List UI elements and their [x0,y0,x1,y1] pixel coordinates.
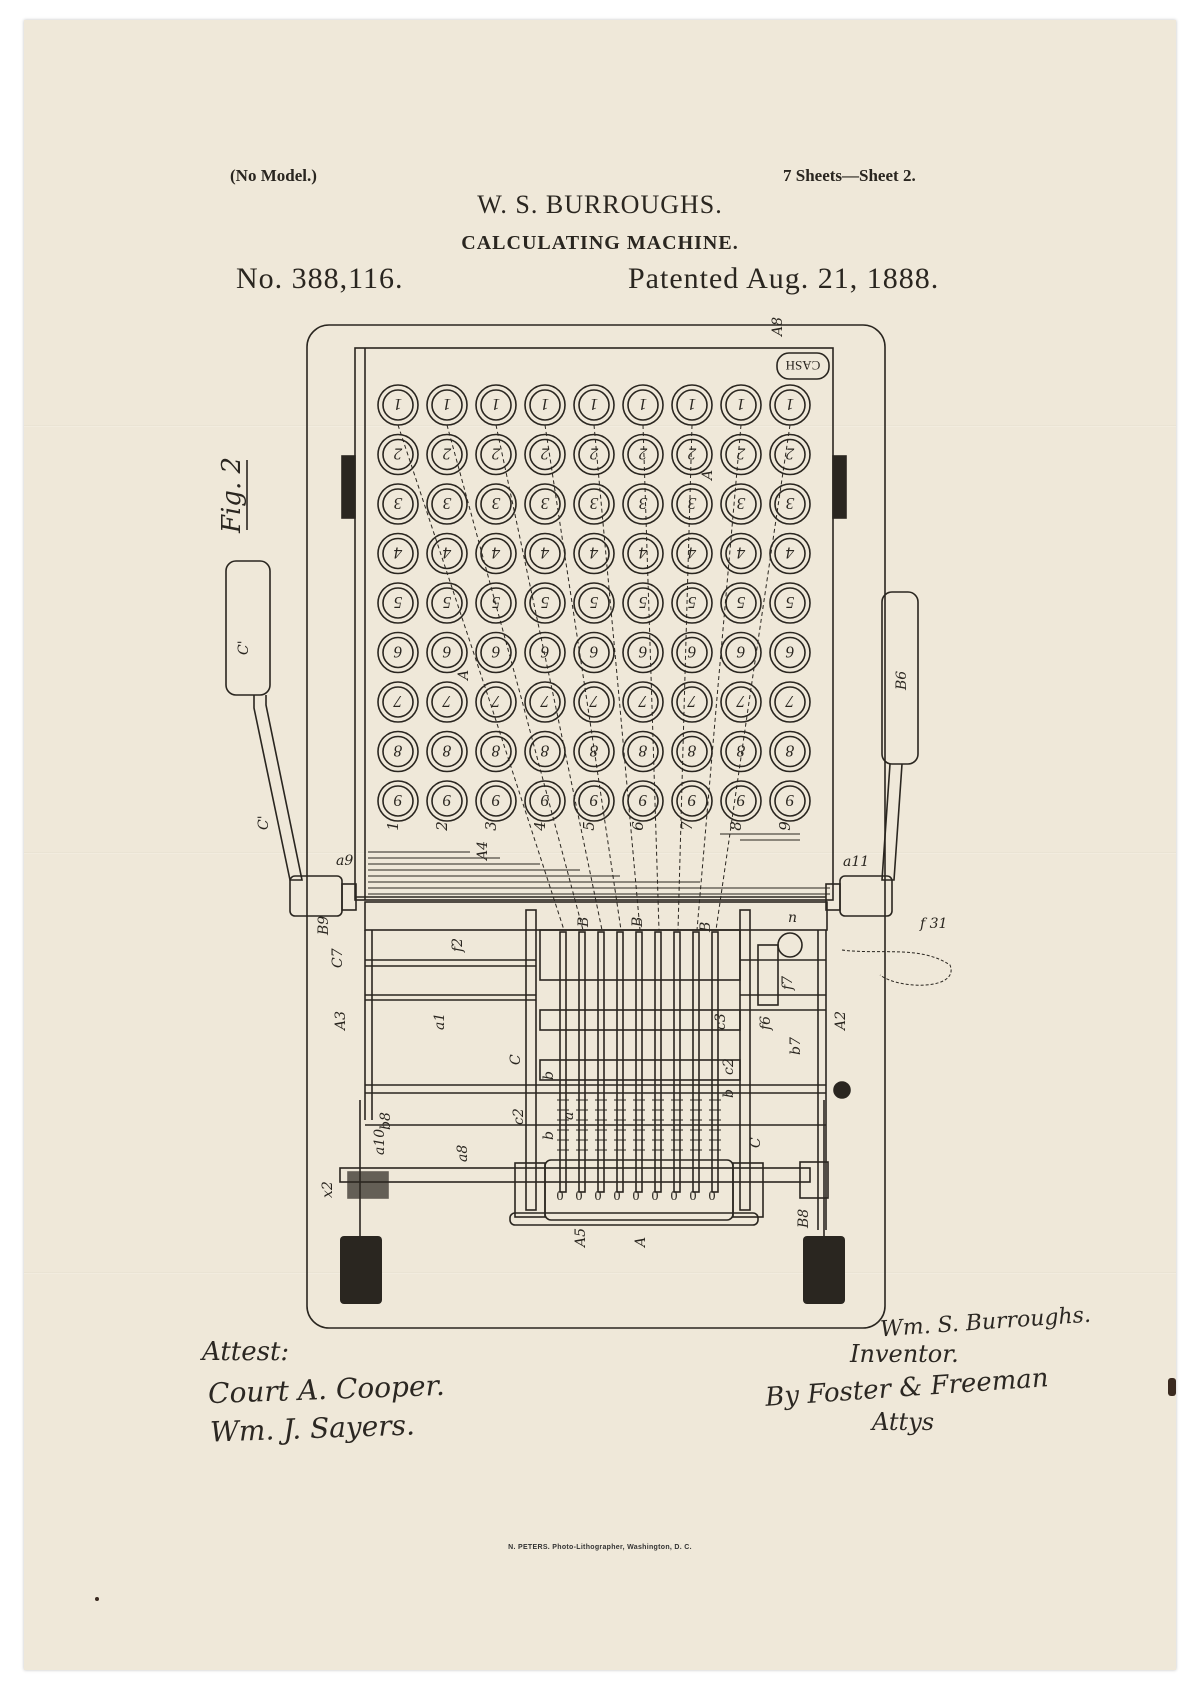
ref-c2b: c2 [511,1108,527,1125]
key-9-col-5 [574,781,614,821]
key-3-col-2 [427,484,467,524]
ref-a1: a1 [432,1012,448,1030]
left-roller [342,456,355,518]
ref-b-small: b [541,1071,557,1080]
key-7-col-9 [770,682,810,722]
key-2-col-3 [476,435,516,475]
key-7-col-4 [525,682,565,722]
key-3-col-6 [623,484,663,524]
key-digit: 1 [687,395,697,414]
key-digit: 8 [540,741,550,761]
cord-loop [842,950,951,985]
attorneys-label: Attys [872,1408,935,1436]
key-digit: 8 [442,741,452,761]
ref-c2a: c2 [721,1058,737,1075]
rack-bar-1 [560,932,566,1192]
key-9-col-7 [672,781,712,821]
key-6-col-3 [476,633,516,673]
key-9-col-6 [623,781,663,821]
key-digit: 7 [638,692,648,711]
register-digit-1: 0 [556,1189,564,1204]
key-digit: 4 [491,543,501,563]
keyboard-hatching [368,834,830,894]
key-digit: 8 [736,741,746,761]
key-8-col-8 [721,732,761,772]
key-1-col-3 [476,385,516,425]
register-digit-4: 0 [613,1189,621,1204]
key-digit: 3 [785,494,795,513]
attest-label: Attest: [202,1337,290,1367]
key-digit: 7 [540,692,550,711]
key-7-col-7 [672,682,712,722]
key-digit: 1 [491,395,501,414]
key-4-col-2 [427,534,467,574]
key-digit: 6 [589,642,599,662]
key-4-col-7 [672,534,712,574]
key-6-col-2 [427,633,467,673]
key-1-col-2 [427,385,467,425]
key-7-col-6 [623,682,663,722]
key-digit: 9 [687,791,697,810]
key-8-col-4 [525,732,565,772]
adjusting-knob [834,1082,850,1098]
key-2-col-8 [721,435,761,475]
inventor-label: Inventor. [850,1340,959,1368]
key-9-col-2 [427,781,467,821]
key-digit: 9 [540,791,550,810]
key-digit: 6 [736,642,746,662]
key-digit: 9 [785,791,795,810]
column-number-8: 8 [727,821,745,831]
column-number-1: 1 [384,821,402,831]
key-digit: 4 [540,543,550,563]
ref-a5: A5 [573,1227,589,1247]
ref-b-lower: b [721,1089,737,1098]
key-5-col-9 [770,583,810,623]
key-7-col-5 [574,682,614,722]
key-digit: 1 [785,395,795,414]
key-digit: 4 [442,543,452,563]
key-digit: 8 [393,741,403,761]
key-digit: 3 [393,494,403,513]
key-digit: 7 [785,692,795,711]
ref-b8-low: B8 [796,1208,812,1228]
ref-a10: a10 [372,1128,388,1155]
key-digit: 2 [589,444,599,464]
patent-date: Patented Aug. 21, 1888. [628,262,940,295]
ref-b-low: b [541,1131,557,1140]
witness-signature-1: Court A. Cooper. [207,1368,446,1411]
key-digit: 7 [393,692,403,711]
ref-f2: f2 [450,937,466,952]
ref-c7: C7 [330,948,346,968]
column-number-5: 5 [580,821,598,831]
key-6-col-5 [574,633,614,673]
column-number-2: 2 [433,821,451,831]
model-note: (No Model.) [230,166,317,185]
ref-a4: A4 [475,840,491,860]
patent-number: No. 388,116. [236,262,404,295]
figure-label: Fig. 2 [217,456,247,534]
key-digit: 5 [785,593,795,612]
ref-f31: f 31 [920,916,948,932]
key-4-col-9 [770,534,810,574]
inventor-name: W. S. BURROUGHS. [477,190,723,219]
key-1-col-9 [770,385,810,425]
key-grid [378,385,810,821]
ref-a-small: a [561,1111,577,1120]
key-digit: 4 [785,543,795,563]
ref-a8-top: A8 [770,316,786,336]
key-digit: 4 [393,543,403,563]
register-digit-8: 0 [689,1189,697,1204]
key-digit: 7 [736,692,746,711]
key-digit: 8 [687,741,697,761]
sheet-note: 7 Sheets—Sheet 2. [783,166,916,185]
key-1-col-7 [672,385,712,425]
ref-a-bottom: A [633,1236,649,1247]
key-digit: 9 [736,791,746,810]
key-5-col-2 [427,583,467,623]
linkage-col-5 [594,425,640,930]
key-digit: 6 [785,642,795,662]
key-3-col-5 [574,484,614,524]
rack-bar-9 [712,932,718,1192]
linkage-col-8 [697,425,741,930]
register-digit-2: 0 [575,1189,583,1204]
key-2-col-4 [525,435,565,475]
key-7-col-1 [378,682,418,722]
key-digit: 5 [491,593,501,612]
rack-bar-7 [674,932,680,1192]
column-number-6: 6 [629,821,647,831]
key-digit: 9 [589,791,599,810]
shaft-collar-left [348,1172,388,1198]
key-digit: 1 [589,395,599,414]
ref-b-left: B [576,916,592,927]
ref-a2: A2 [833,1010,849,1030]
key-digit: 8 [589,741,599,761]
key-digit: 5 [442,593,452,612]
key-digit: 6 [393,642,403,662]
key-5-col-4 [525,583,565,623]
cash-key-label: CASH [785,358,821,373]
key-8-col-6 [623,732,663,772]
key-4-col-5 [574,534,614,574]
key-digit: 2 [687,444,697,464]
key-digit: 6 [687,642,697,662]
key-digit: 2 [638,444,648,464]
rack-bar-6 [655,932,661,1192]
ref-b8: b8 [378,1112,394,1130]
key-2-col-9 [770,435,810,475]
ref-b7: b7 [788,1037,804,1055]
key-3-col-7 [672,484,712,524]
key-digit: 1 [638,395,648,414]
key-digit: 9 [393,791,403,810]
ref-c-left: C [508,1054,524,1065]
keyboard-plate [355,348,833,900]
key-digit: 9 [491,791,501,810]
column-number-3: 3 [482,821,500,831]
key-digit: 1 [540,395,550,414]
key-digit: 4 [687,543,697,563]
witness-signature-2: Wm. J. Sayers. [209,1408,416,1449]
key-6-col-6 [623,633,663,673]
register-digits [557,1189,716,1204]
key-4-col-6 [623,534,663,574]
invention-title: CALCULATING MACHINE. [461,232,739,254]
key-9-col-1 [378,781,418,821]
right-roller [833,456,846,518]
rack-bar-8 [693,932,699,1192]
key-digit: 6 [491,642,501,662]
key-9-col-8 [721,781,761,821]
key-1-col-4 [525,385,565,425]
key-7-col-2 [427,682,467,722]
key-digit: 6 [638,642,648,662]
key-5-col-3 [476,583,516,623]
key-digit: 3 [540,494,550,513]
key-digit: 9 [638,791,648,810]
key-digit: 7 [491,692,501,711]
key-digit: 6 [540,642,550,662]
lithographer-credit: N. PETERS. Photo-Lithographer, Washington, D. C. [508,1544,692,1551]
ref-x2: x2 [320,1181,336,1198]
key-4-col-1 [378,534,418,574]
key-6-col-1 [378,633,418,673]
rack-guide-upper [540,930,740,980]
key-8-col-7 [672,732,712,772]
key-digit: 3 [589,494,599,513]
key-9-col-4 [525,781,565,821]
key-7-col-3 [476,682,516,722]
attorneys-signature: By Foster & Freeman [764,1363,1050,1413]
ref-a9: a9 [336,853,354,869]
key-digit: 8 [638,741,648,761]
ref-b-right: B [698,921,714,932]
key-8-col-3 [476,732,516,772]
base-feet [340,1236,845,1304]
key-digit: 8 [785,741,795,761]
key-8-col-9 [770,732,810,772]
key-digit: 3 [442,494,452,513]
key-digit: 5 [638,593,648,612]
key-4-col-8 [721,534,761,574]
key-6-col-7 [672,633,712,673]
rack-bar-5 [636,932,642,1192]
key-5-col-6 [623,583,663,623]
ref-c-right: C [748,1137,764,1148]
key-digit: 6 [442,642,452,662]
key-4-col-4 [525,534,565,574]
right-handle [826,592,918,916]
key-digit: 5 [736,593,746,612]
key-2-col-2 [427,435,467,475]
ref-a-left: A [456,669,472,680]
key-digit: 7 [589,692,599,711]
key-1-col-5 [574,385,614,425]
key-digit: 9 [442,791,452,810]
key-digit: 1 [442,395,452,414]
key-3-col-8 [721,484,761,524]
key-digit: 2 [393,444,403,464]
ref-a-upper: A [700,469,716,480]
key-1-col-6 [623,385,663,425]
key-digit: 1 [393,395,403,414]
key-digit: 3 [491,494,501,513]
key-digit: 2 [442,444,452,464]
ref-a11: a11 [843,854,870,870]
rack-bar-2 [579,932,585,1192]
linkage-col-4 [545,425,621,930]
key-digit: 2 [491,444,501,464]
register-digit-9: 0 [708,1189,716,1204]
key-digit: 4 [736,543,746,563]
key-5-col-7 [672,583,712,623]
column-number-4: 4 [531,821,549,831]
key-3-col-1 [378,484,418,524]
column-numbers [384,821,794,832]
rack-bar-3 [598,932,604,1192]
ref-b9: B9 [316,915,332,935]
key-digit: 2 [736,444,746,464]
key-5-col-1 [378,583,418,623]
key-2-col-5 [574,435,614,475]
rack-bar-4 [617,932,623,1192]
key-digit: 4 [638,543,648,563]
key-digit: 3 [687,494,697,513]
register-digit-7: 0 [670,1189,678,1204]
ref-f6: f6 [758,1015,774,1030]
key-digit: 3 [736,494,746,513]
key-digit: 5 [393,593,403,612]
key-6-col-9 [770,633,810,673]
column-number-7: 7 [678,821,696,831]
key-digit: 7 [687,692,697,711]
ink-spot-right [1168,1378,1176,1396]
key-1-col-1 [378,385,418,425]
ref-c3: c3 [713,1013,729,1030]
cord-spool [758,945,778,1005]
key-6-col-8 [721,633,761,673]
inventor-signature: Wm. S. Burroughs. [879,1302,1092,1343]
ref-f7: f7 [780,975,796,990]
rack-guide-middle [540,1010,740,1030]
ref-b-mid: B [630,916,646,927]
register-digit-6: 0 [651,1189,659,1204]
ref-b6: B6 [894,670,910,690]
rack-guide-lower [540,1060,740,1080]
ref-a8: a8 [455,1144,471,1162]
key-8-col-1 [378,732,418,772]
key-1-col-8 [721,385,761,425]
key-9-col-9 [770,781,810,821]
key-digit: 1 [736,395,746,414]
key-5-col-5 [574,583,614,623]
ref-n: n [788,910,798,926]
key-6-col-4 [525,633,565,673]
key-digit: 2 [785,444,795,464]
column-number-9: 9 [776,821,794,831]
key-digit: 5 [540,593,550,612]
ref-c1-arm: C' [256,815,272,830]
key-digit: 5 [589,593,599,612]
key-8-col-2 [427,732,467,772]
key-digit: 4 [589,543,599,563]
register-digit-3: 0 [594,1189,602,1204]
ref-a3: A3 [333,1010,349,1030]
rack-assembly [540,930,802,1192]
key-digit: 2 [540,444,550,464]
cash-key [777,353,829,379]
key-digit: 5 [687,593,697,612]
pulley [778,933,802,957]
ref-c1: C' [236,640,252,655]
key-9-col-3 [476,781,516,821]
key-digit: 8 [491,741,501,761]
upper-crossbar [365,902,827,930]
key-digit: 7 [442,692,452,711]
key-digit: 3 [638,494,648,513]
key-7-col-8 [721,682,761,722]
ink-spot-left [95,1597,99,1601]
register-digit-5: 0 [632,1189,640,1204]
